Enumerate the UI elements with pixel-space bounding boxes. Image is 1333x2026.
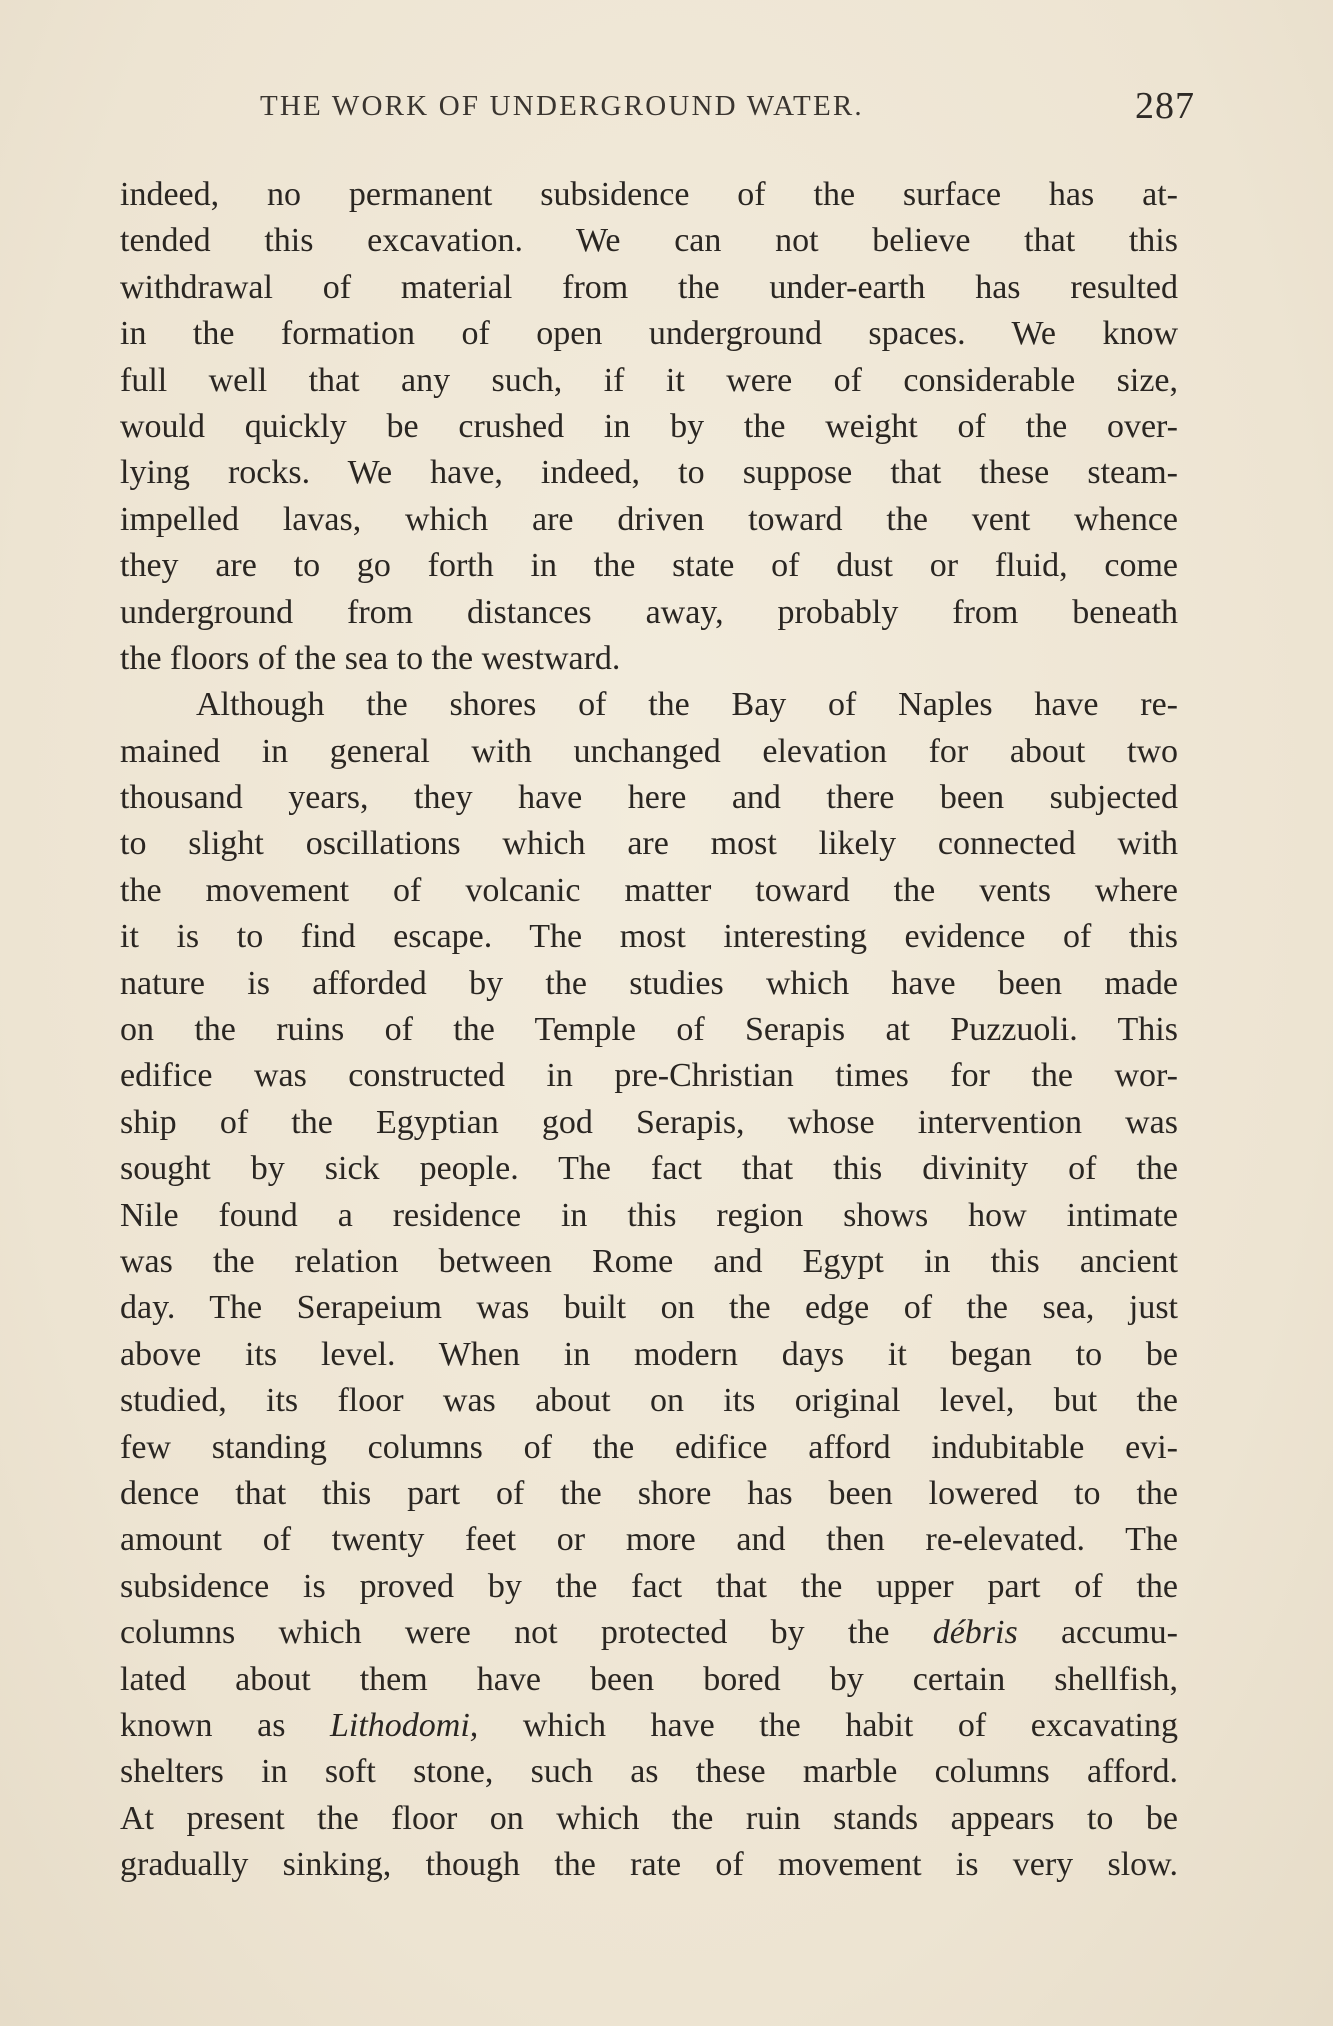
text-line: Nile found a residence in this region shows how intimate	[120, 1196, 1178, 1234]
text-line: day. The Serapeium was built on the edge of the sea, just	[120, 1289, 1178, 1327]
text-line: above its level. When in modern days it began to be	[120, 1335, 1178, 1373]
text-line: full well that any such, if it were of considerable size,	[120, 361, 1178, 399]
page-header	[260, 82, 1195, 132]
text-line: on the ruins of the Temple of Serapis at Puzzuoli. This	[120, 1011, 1178, 1049]
text-line: edifice was constructed in pre-Christian times for the wor-	[120, 1057, 1178, 1095]
text-line: nature is afforded by the studies which have been made	[120, 964, 1178, 1002]
body-text	[120, 172, 1178, 1888]
text-line: mained in general with unchanged elevation for about two	[120, 732, 1178, 770]
paragraph-end-line: the floors of the sea to the westward.	[120, 639, 621, 677]
text-line: the movement of volcanic matter toward the vents where	[120, 871, 1178, 909]
text-line: amount of twenty feet or more and then re-elevated. The	[120, 1521, 1178, 1559]
paragraph-end-line: gradually sinking, though the rate of movement is very slow.	[120, 1846, 1178, 1884]
page-number: 287	[1135, 85, 1195, 127]
text-line: underground from distances away, probably from beneath	[120, 593, 1178, 631]
paragraph-start-line: Although the shores of the Bay of Naples have re-	[196, 686, 1178, 724]
text-segment: which have the habit of excavating	[478, 1706, 1178, 1744]
text-line: indeed, no permanent subsidence of the surface has at-	[120, 176, 1178, 213]
text-line: subsidence is proved by the fact that the upper part of the	[120, 1567, 1178, 1605]
text-line: thousand years, they have here and there been subjected	[120, 779, 1178, 817]
text-line: it is to find escape. The most interesting evidence of this	[120, 918, 1178, 956]
text-line: sought by sick people. The fact that this divinity of the	[120, 1150, 1178, 1188]
text-line: in the formation of open underground spaces. We know	[120, 315, 1178, 353]
text-line-italic	[120, 1610, 1178, 1656]
text-line: to slight oscillations which are most likely connected with	[120, 825, 1178, 863]
text-line: ship of the Egyptian god Serapis, whose intervention was	[120, 1103, 1178, 1141]
text-segment: known as	[120, 1706, 330, 1744]
text-line: tended this excavation. We can not believe that this	[120, 222, 1178, 260]
text-line: At present the floor on which the ruin stands appears to be	[120, 1799, 1178, 1837]
text-line: lying rocks. We have, indeed, to suppose that these steam-	[120, 454, 1178, 492]
text-line: was the relation between Rome and Egypt in this ancient	[120, 1242, 1178, 1280]
italic-term-lithodomi: Lithodomi,	[329, 1706, 479, 1744]
running-head: THE WORK OF UNDERGROUND WATER.	[260, 90, 864, 122]
italic-term-debris: débris	[932, 1614, 1018, 1652]
text-line: would quickly be crushed in by the weight of the over-	[120, 407, 1178, 445]
text-line: studied, its floor was about on its original level, but the	[120, 1382, 1178, 1420]
text-line: few standing columns of the edifice afford indubitable evi-	[120, 1428, 1178, 1466]
text-line: they are to go forth in the state of dust or fluid, come	[120, 547, 1178, 585]
text-line: dence that this part of the shore has been lowered to the	[120, 1474, 1178, 1512]
text-segment: accumu-	[1017, 1614, 1178, 1652]
text-segment: columns which were not protected by the	[120, 1614, 933, 1652]
text-line: withdrawal of material from the under-earth has resulted	[120, 268, 1178, 306]
text-line-italic	[120, 1703, 1178, 1749]
text-line: impelled lavas, which are driven toward the vent whence	[120, 500, 1178, 538]
text-line: lated about them have been bored by certain shellfish,	[120, 1660, 1178, 1698]
text-line: shelters in soft stone, such as these marble columns afford.	[120, 1753, 1178, 1791]
